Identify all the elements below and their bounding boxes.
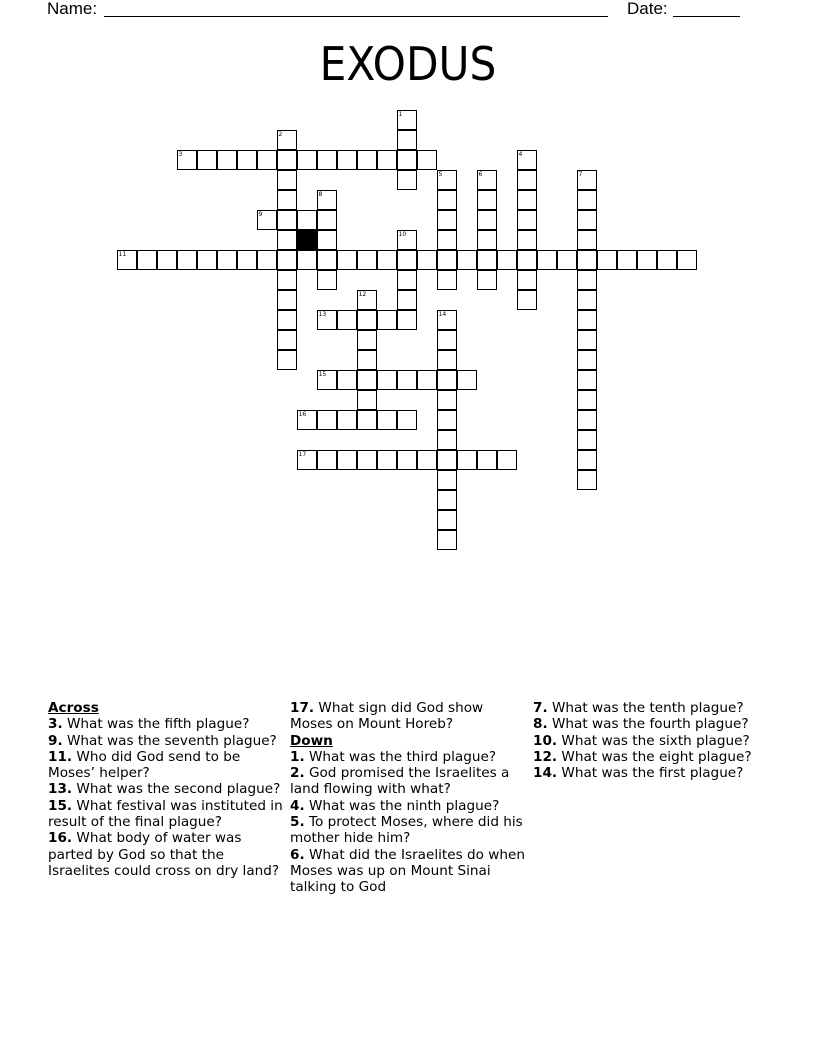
clue-text: What was the seventh plague? (66, 732, 277, 749)
grid-cell[interactable] (197, 250, 217, 270)
grid-cell[interactable] (297, 210, 317, 230)
grid-cell[interactable] (277, 150, 297, 170)
grid-cell[interactable] (317, 410, 337, 430)
grid-cell[interactable] (677, 250, 697, 270)
grid-cell[interactable] (257, 150, 277, 170)
grid-cell[interactable] (437, 210, 457, 230)
clue-number: 12. (533, 748, 558, 765)
grid-cell[interactable] (577, 270, 597, 290)
clue-down-4 (290, 798, 526, 814)
grid-cell[interactable] (197, 150, 217, 170)
across-heading: Across (48, 700, 99, 716)
grid-cell[interactable] (397, 290, 417, 310)
grid-cell[interactable] (417, 150, 437, 170)
clue-text: What body of water was parted by God so that the Israelites could cross on dry land? (48, 830, 280, 879)
puzzle-title: EXODUS (319, 37, 497, 91)
grid-cell[interactable] (577, 410, 597, 430)
grid-cell[interactable] (397, 150, 417, 170)
grid-cell[interactable] (477, 210, 497, 230)
clue-down-10 (533, 733, 769, 749)
grid-cell[interactable] (157, 250, 177, 270)
grid-cell[interactable] (437, 370, 457, 390)
clue-number: 11. (48, 748, 73, 765)
clue-number: 14. (533, 765, 558, 782)
grid-cell[interactable] (397, 170, 417, 190)
grid-cell[interactable] (337, 310, 357, 330)
grid-cell[interactable] (437, 230, 457, 250)
grid-cell[interactable] (437, 510, 457, 530)
clue-text: What was the eight plague? (561, 748, 752, 765)
grid-cell[interactable] (437, 330, 457, 350)
clue-number: 1. (290, 748, 305, 765)
grid-cell[interactable] (437, 450, 457, 470)
grid-cell[interactable] (317, 310, 337, 330)
grid-cell[interactable] (357, 310, 377, 330)
clue-number: 5. (290, 814, 305, 831)
clue-text: What did the Israelites do when Moses was up on Mount Sinai talking to God (290, 846, 525, 896)
clue-text: What was the ninth plague? (308, 797, 500, 814)
black-cell (297, 230, 317, 250)
grid-cell[interactable] (577, 350, 597, 370)
clue-down-7 (533, 700, 769, 716)
grid-cell[interactable] (277, 270, 297, 290)
grid-cell[interactable] (277, 230, 297, 250)
grid-cell[interactable] (277, 130, 297, 150)
down-heading: Down (290, 732, 333, 749)
grid-cell[interactable] (277, 350, 297, 370)
grid-cell[interactable] (297, 150, 317, 170)
grid-cell[interactable] (317, 210, 337, 230)
grid-cell[interactable] (317, 150, 337, 170)
clue-number: 6. (290, 846, 305, 863)
clue-number: 7. (533, 700, 548, 716)
clue-number-label: 17 (298, 450, 307, 458)
grid-cell[interactable] (357, 150, 377, 170)
grid-cell[interactable] (437, 190, 457, 210)
grid-cell[interactable] (437, 250, 457, 270)
grid-cell[interactable] (297, 450, 317, 470)
clue-number: 16. (48, 830, 73, 847)
grid-cell[interactable] (357, 410, 377, 430)
grid-cell[interactable] (177, 250, 197, 270)
clue-number-label: 14 (438, 310, 447, 318)
clue-number: 4. (290, 797, 305, 814)
grid-cell[interactable] (577, 210, 597, 230)
grid-cell[interactable] (417, 250, 437, 270)
grid-cell[interactable] (397, 110, 417, 130)
clue-text: What was the fifth plague? (66, 716, 250, 733)
clue-number: 2. (290, 765, 305, 782)
grid-cell[interactable] (437, 270, 457, 290)
clue-down-12 (533, 749, 769, 765)
clue-across-15 (48, 798, 284, 831)
clue-number-label: 5 (438, 170, 443, 178)
grid-cell[interactable] (277, 330, 297, 350)
grid-cell[interactable] (377, 310, 397, 330)
grid-cell[interactable] (577, 390, 597, 410)
grid-cell[interactable] (317, 450, 337, 470)
name-input-line[interactable] (104, 16, 608, 17)
clue-down-14 (533, 765, 769, 781)
grid-cell[interactable] (117, 250, 137, 270)
grid-cell[interactable] (277, 190, 297, 210)
clue-across-17 (290, 700, 526, 733)
clue-number-label: 12 (358, 290, 367, 298)
grid-cell[interactable] (477, 230, 497, 250)
grid-cell[interactable] (497, 450, 517, 470)
grid-cell[interactable] (357, 390, 377, 410)
clue-number: 9. (48, 732, 63, 749)
grid-cell[interactable] (597, 250, 617, 270)
clue-number-label: 10 (398, 230, 407, 238)
clue-text: What was the tenth plague? (551, 700, 744, 716)
grid-cell[interactable] (377, 370, 397, 390)
clue-number: 3. (48, 716, 63, 733)
grid-cell[interactable] (477, 270, 497, 290)
grid-cell[interactable] (217, 250, 237, 270)
grid-cell[interactable] (517, 230, 537, 250)
grid-cell[interactable] (577, 370, 597, 390)
grid-cell[interactable] (517, 290, 537, 310)
grid-cell[interactable] (437, 310, 457, 330)
crossword-grid (117, 110, 717, 570)
clue-number: 8. (533, 716, 548, 733)
grid-cell[interactable] (397, 250, 417, 270)
grid-cell[interactable] (577, 230, 597, 250)
grid-cell[interactable] (317, 370, 337, 390)
grid-cell[interactable] (377, 450, 397, 470)
grid-cell[interactable] (277, 210, 297, 230)
grid-cell[interactable] (437, 490, 457, 510)
grid-cell[interactable] (497, 250, 517, 270)
grid-cell[interactable] (257, 250, 277, 270)
grid-cell[interactable] (377, 250, 397, 270)
grid-cell[interactable] (517, 270, 537, 290)
clue-down-1 (290, 749, 526, 765)
clues-column-3 (533, 700, 769, 781)
grid-cell[interactable] (437, 350, 457, 370)
clue-number-label: 4 (518, 150, 523, 158)
grid-cell[interactable] (317, 250, 337, 270)
clue-number-label: 6 (478, 170, 483, 178)
grid-cell[interactable] (577, 290, 597, 310)
grid-cell[interactable] (637, 250, 657, 270)
clue-number: 13. (48, 781, 73, 798)
clue-number: 17. (290, 700, 315, 716)
grid-cell[interactable] (397, 370, 417, 390)
clue-number-label: 3 (178, 150, 183, 158)
grid-cell[interactable] (577, 250, 597, 270)
grid-cell[interactable] (397, 230, 417, 250)
grid-cell[interactable] (277, 250, 297, 270)
grid-cell[interactable] (557, 250, 577, 270)
grid-cell[interactable] (377, 150, 397, 170)
grid-cell[interactable] (397, 130, 417, 150)
date-label: Date: (627, 0, 668, 18)
grid-cell[interactable] (517, 150, 537, 170)
clue-across-9 (48, 733, 284, 749)
grid-cell[interactable] (477, 250, 497, 270)
grid-cell[interactable] (437, 410, 457, 430)
clue-text: What was the sixth plague? (561, 732, 750, 749)
clue-number-label: 13 (318, 310, 327, 318)
grid-cell[interactable] (257, 210, 277, 230)
grid-cell[interactable] (537, 250, 557, 270)
clue-down-2 (290, 765, 526, 798)
grid-cell[interactable] (217, 150, 237, 170)
grid-cell[interactable] (357, 450, 377, 470)
clues-column-2 (290, 700, 526, 896)
grid-cell[interactable] (377, 410, 397, 430)
grid-cell[interactable] (577, 450, 597, 470)
grid-cell[interactable] (337, 150, 357, 170)
grid-cell[interactable] (437, 430, 457, 450)
grid-cell[interactable] (577, 430, 597, 450)
grid-cell[interactable] (397, 270, 417, 290)
grid-cell[interactable] (577, 470, 597, 490)
grid-cell[interactable] (237, 250, 257, 270)
grid-cell[interactable] (137, 250, 157, 270)
clue-text: What was the second plague? (76, 781, 281, 798)
grid-cell[interactable] (277, 170, 297, 190)
clue-number-label: 9 (258, 210, 263, 218)
clue-across-11 (48, 749, 284, 782)
grid-cell[interactable] (577, 310, 597, 330)
grid-cell[interactable] (577, 330, 597, 350)
grid-cell[interactable] (397, 310, 417, 330)
clue-number-label: 7 (578, 170, 583, 178)
grid-cell[interactable] (457, 450, 477, 470)
clue-across-13 (48, 781, 284, 797)
grid-cell[interactable] (337, 250, 357, 270)
grid-cell[interactable] (317, 270, 337, 290)
clues-column-1 (48, 700, 284, 879)
grid-cell[interactable] (337, 410, 357, 430)
clue-number-label: 2 (278, 130, 283, 138)
clue-text: Who did God send to be Moses’ helper? (48, 748, 241, 782)
grid-cell[interactable] (417, 370, 437, 390)
grid-cell[interactable] (477, 190, 497, 210)
clue-number: 15. (48, 797, 73, 814)
clue-text: What was the fourth plague? (551, 716, 749, 733)
clue-down-8 (533, 716, 769, 732)
grid-cell[interactable] (437, 470, 457, 490)
grid-cell[interactable] (337, 450, 357, 470)
grid-cell[interactable] (517, 190, 537, 210)
clue-text: To protect Moses, where did his mother hide him? (290, 814, 523, 847)
clue-down-6 (290, 847, 526, 896)
grid-cell[interactable] (457, 370, 477, 390)
date-input-line[interactable] (673, 16, 740, 17)
clue-down-5 (290, 814, 526, 847)
clue-number-label: 16 (298, 410, 307, 418)
clue-number-label: 1 (398, 110, 403, 118)
grid-cell[interactable] (397, 450, 417, 470)
clue-number: 10. (533, 732, 558, 749)
grid-cell[interactable] (277, 290, 297, 310)
clue-number-label: 15 (318, 370, 327, 378)
grid-cell[interactable] (357, 330, 377, 350)
grid-cell[interactable] (437, 170, 457, 190)
grid-cell[interactable] (477, 450, 497, 470)
grid-cell[interactable] (617, 250, 637, 270)
clue-number-label: 11 (118, 250, 127, 258)
grid-cell[interactable] (277, 310, 297, 330)
grid-cell[interactable] (297, 410, 317, 430)
grid-cell[interactable] (357, 370, 377, 390)
grid-cell[interactable] (657, 250, 677, 270)
grid-cell[interactable] (577, 190, 597, 210)
clue-across-16 (48, 830, 284, 879)
grid-cell[interactable] (437, 530, 457, 550)
grid-cell[interactable] (457, 250, 477, 270)
clue-text: God promised the Israelites a land flowing with what? (290, 765, 510, 798)
clue-text: What was the third plague? (308, 748, 497, 765)
clue-across-3 (48, 716, 284, 732)
grid-cell[interactable] (517, 210, 537, 230)
grid-cell[interactable] (237, 150, 257, 170)
grid-cell[interactable] (417, 450, 437, 470)
clue-number-label: 8 (318, 190, 323, 198)
grid-cell[interactable] (577, 170, 597, 190)
grid-cell[interactable] (357, 250, 377, 270)
clue-text: What festival was instituted in result of the final plague? (48, 797, 283, 831)
clue-text: What sign did God show Moses on Mount Horeb? (290, 700, 484, 733)
grid-cell[interactable] (397, 410, 417, 430)
grid-cell[interactable] (437, 390, 457, 410)
grid-cell[interactable] (517, 250, 537, 270)
grid-cell[interactable] (357, 290, 377, 310)
grid-cell[interactable] (177, 150, 197, 170)
grid-cell[interactable] (357, 350, 377, 370)
grid-cell[interactable] (337, 370, 357, 390)
grid-cell[interactable] (297, 250, 317, 270)
clue-text: What was the first plague? (561, 765, 744, 782)
grid-cell[interactable] (317, 190, 337, 210)
grid-cell[interactable] (317, 230, 337, 250)
grid-cell[interactable] (477, 170, 497, 190)
name-label: Name: (47, 0, 98, 18)
worksheet-header (47, 0, 747, 22)
grid-cell[interactable] (517, 170, 537, 190)
